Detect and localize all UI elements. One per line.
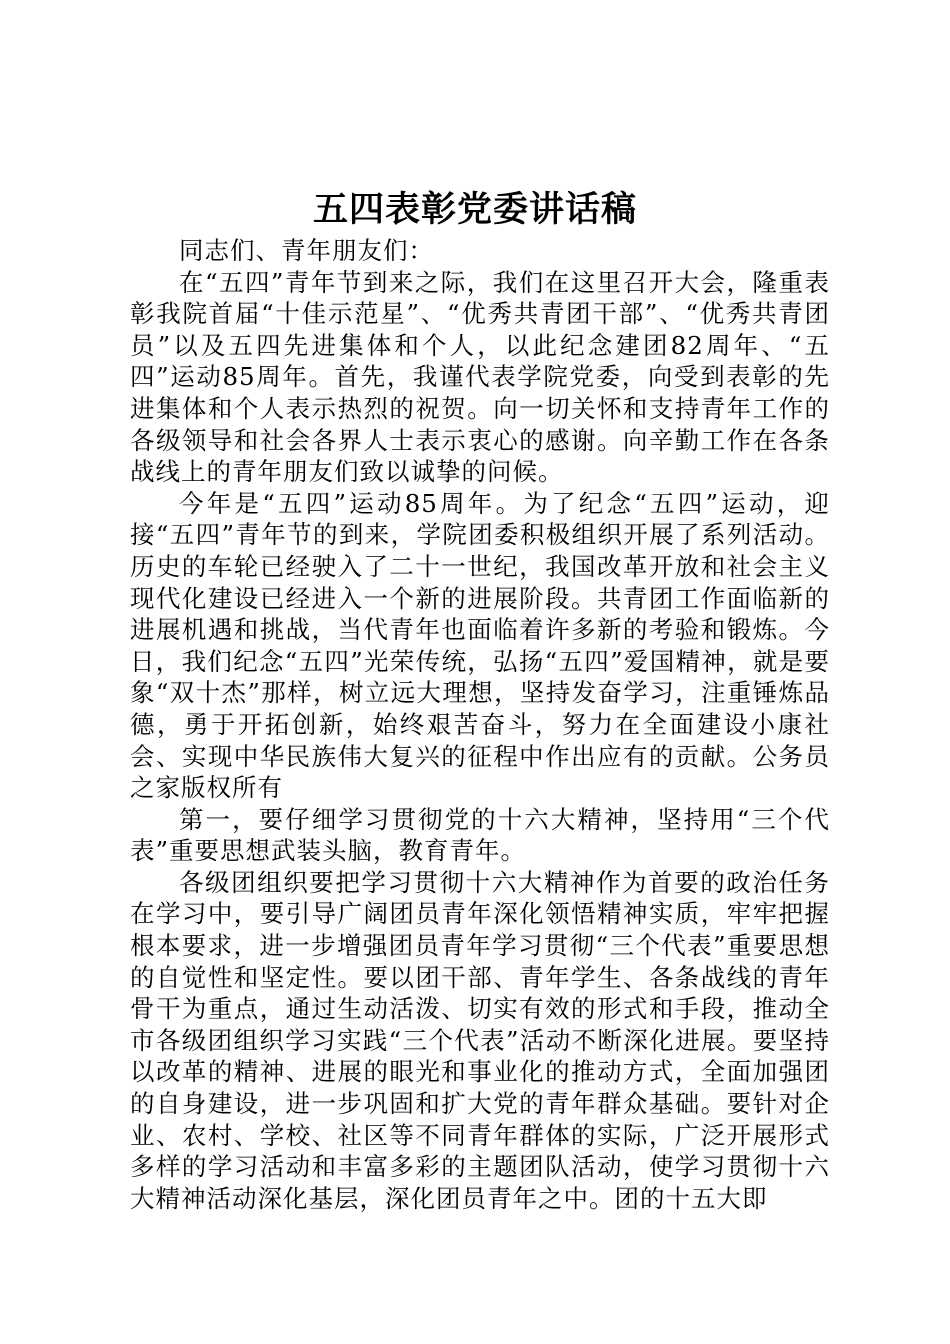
body-paragraph: 各级团组织要把学习贯彻十六大精神作为首要的政治任务在学习中，要引导广阔团员青年深化领悟精神实质，牢牢把握根本要求，进一步增强团员青年学习贯彻“三个代表”重要思想的自觉性和坚定性。要以团干部、青年学生、各条战线的青年骨干为重点，通过生动活泼、切实有效的形式和手段，推动全市各级团组织学习实践“三个代表”活动不断深化进展。要坚持以改革的精神、进展的眼光和事业化的推动方式，全面加强团的自身建设，进一步巩固和扩大党的青年群众基础。要针对企业、农村、学校、社区等不同青年群体的实际，广泛开展形式多样的学习活动和丰富多彩的主题团队活动，使学习贯彻十六大精神活动深化基层，深化团员青年之中。团的十五大即: [130, 867, 830, 1213]
document-body: [130, 235, 830, 1214]
document-title: 五四表彰党委讲话稿: [312, 189, 637, 230]
body-paragraph: 今年是“五四”运动85周年。为了纪念“五四”运动，迎接“五四”青年节的到来，学院团委积极组织开展了系列活动。历史的车轮已经驶入了二十一世纪，我国改革开放和社会主义现代化建设已经进入一个新的进展阶段。共青团工作面临新的进展机遇和挑战，当代青年也面临着许多新的考验和锻炼。今日，我们纪念“五四”光荣传统，弘扬“五四”爱国精神，就是要象“双十杰”那样，树立远大理想，坚持发奋学习，注重锤炼品德，勇于开拓创新，始终艰苦奋斗，努力在全面建设小康社会、实现中华民族伟大复兴的征程中作出应有的贡献。公务员之家版权所有: [130, 488, 830, 803]
body-paragraph: 在“五四”青年节到来之际，我们在这里召开大会，隆重表彰我院首届“十佳示范星”、“优秀共青团干部”、“优秀共青团员”以及五四先进集体和个人，以此纪念建团82周年、“五四”运动85周年。首先，我谨代表学院党委，向受到表彰的先进集体和个人表示热烈的祝贺。向一切关怀和支持青年工作的各级领导和社会各界人士表示衷心的感谢。向辛勤工作在各条战线上的青年朋友们致以诚挚的问候。: [130, 267, 830, 487]
salutation-paragraph: 同志们、青年朋友们：: [179, 236, 434, 265]
body-paragraph: 第一，要仔细学习贯彻党的十六大精神，坚持用“三个代表”重要思想武装头脑，教育青年。: [130, 804, 830, 866]
